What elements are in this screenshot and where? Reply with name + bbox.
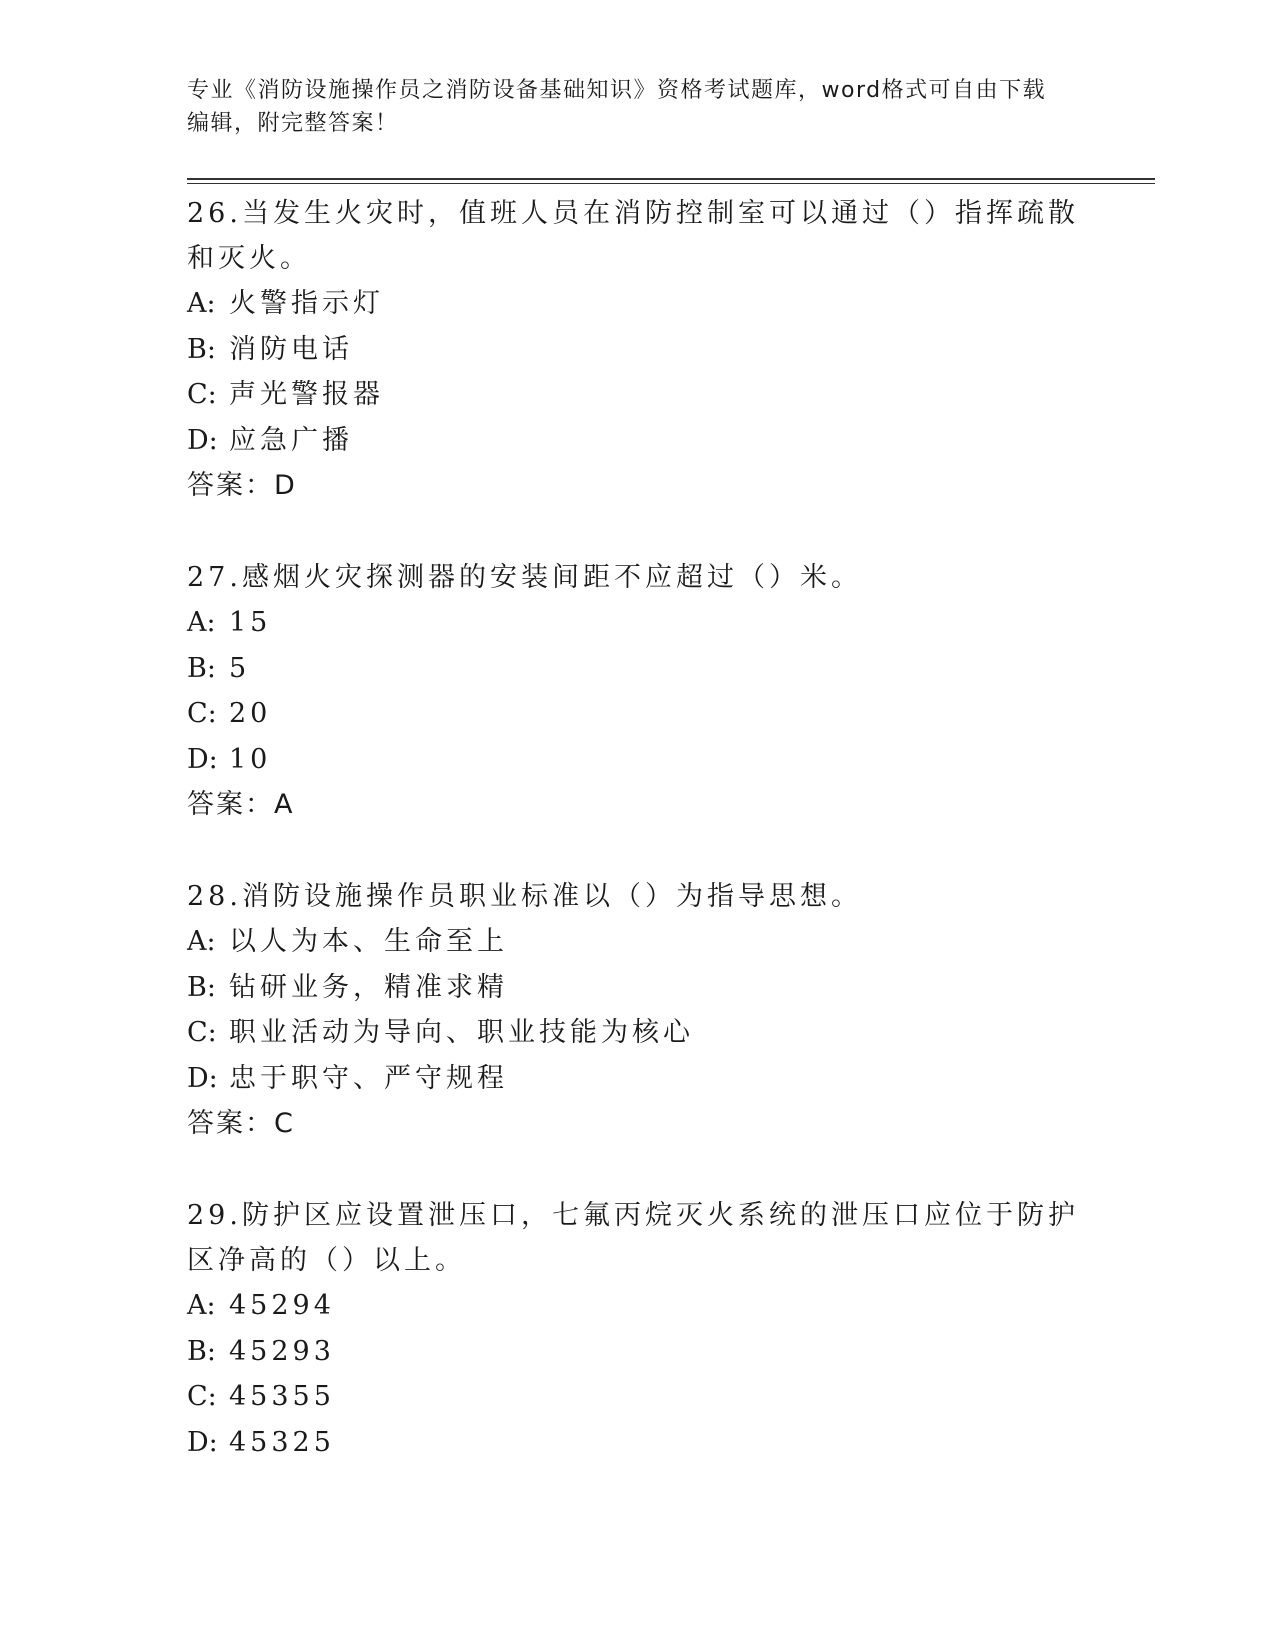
option-text: 45325 [229, 1426, 335, 1458]
option-a [187, 1283, 1087, 1329]
option-letter: C: [187, 1381, 217, 1412]
option-b [187, 646, 1087, 692]
question-29 [187, 1193, 1087, 1465]
answer-line: 答案：A [187, 789, 295, 820]
option-a [187, 919, 1087, 965]
answer-line: 答案：D [187, 470, 297, 501]
option-letter: A: [187, 288, 216, 319]
option-d [187, 1056, 1087, 1102]
option-text: 15 [229, 607, 272, 638]
option-letter: C: [187, 1017, 217, 1048]
option-c [187, 372, 1087, 418]
option-text: 20 [229, 698, 272, 729]
option-text: 火警指示灯 [229, 288, 384, 319]
option-letter: A: [187, 926, 216, 957]
option-letter: D: [187, 1426, 218, 1458]
option-letter: D: [187, 1062, 218, 1094]
option-d [187, 1420, 1087, 1466]
option-letter: B: [187, 652, 216, 684]
option-text: 应急广播 [229, 424, 353, 456]
option-c [187, 1010, 1087, 1056]
option-text: 钻研业务，精准求精 [229, 971, 508, 1003]
question-stem [187, 555, 1087, 600]
option-text: 45293 [229, 1335, 335, 1367]
header-divider-thin [187, 183, 1155, 184]
option-c [187, 691, 1087, 737]
question-number: 29. [187, 1200, 242, 1231]
option-text: 忠于职守、严守规程 [229, 1062, 508, 1094]
option-b [187, 1329, 1087, 1375]
option-letter: B: [187, 1335, 216, 1367]
question-stem [187, 874, 1087, 919]
option-text: 职业活动为导向、职业技能为核心 [229, 1017, 694, 1048]
option-letter: D: [187, 424, 218, 456]
answer-line: 答案：C [187, 1108, 295, 1139]
option-d [187, 737, 1087, 783]
option-letter: D: [187, 743, 218, 775]
option-letter: A: [187, 607, 216, 638]
option-letter: B: [187, 971, 216, 1003]
question-text: 当发生火灾时，值班人员在消防控制室可以通过（）指挥疏散和灭火。 [187, 198, 1079, 274]
question-27 [187, 555, 1087, 827]
question-text: 防护区应设置泄压口，七氟丙烷灭火系统的泄压口应位于防护区净高的（）以上。 [187, 1200, 1079, 1276]
question-text: 感烟火灾探测器的安装间距不应超过（）米。 [241, 562, 862, 593]
option-a [187, 600, 1087, 646]
question-26 [187, 191, 1087, 508]
question-28 [187, 874, 1087, 1146]
option-text: 以人为本、生命至上 [229, 926, 508, 957]
option-text: 45294 [229, 1290, 335, 1321]
option-text: 5 [229, 652, 251, 684]
option-c [187, 1374, 1087, 1420]
option-letter: B: [187, 333, 216, 365]
question-number: 26. [187, 198, 242, 229]
question-list [187, 191, 1087, 1465]
option-text: 10 [229, 743, 272, 775]
option-letter: C: [187, 698, 217, 729]
question-stem [187, 1193, 1087, 1283]
option-b [187, 965, 1087, 1011]
option-text: 45355 [229, 1381, 335, 1412]
option-text: 消防电话 [229, 333, 353, 365]
option-letter: C: [187, 379, 217, 410]
option-text: 声光警报器 [229, 379, 384, 410]
option-b [187, 327, 1087, 373]
option-letter: A: [187, 1290, 216, 1321]
question-text: 消防设施操作员职业标准以（）为指导思想。 [241, 881, 862, 912]
option-d [187, 418, 1087, 464]
header-note: 专业《消防设施操作员之消防设备基础知识》资格考试题库，word格式可自由下载编辑，附完整答案！ [187, 78, 1047, 136]
question-stem [187, 191, 1087, 281]
question-number: 27. [187, 562, 242, 593]
option-a [187, 281, 1087, 327]
question-number: 28. [187, 881, 242, 912]
header-divider-thick [187, 178, 1155, 180]
